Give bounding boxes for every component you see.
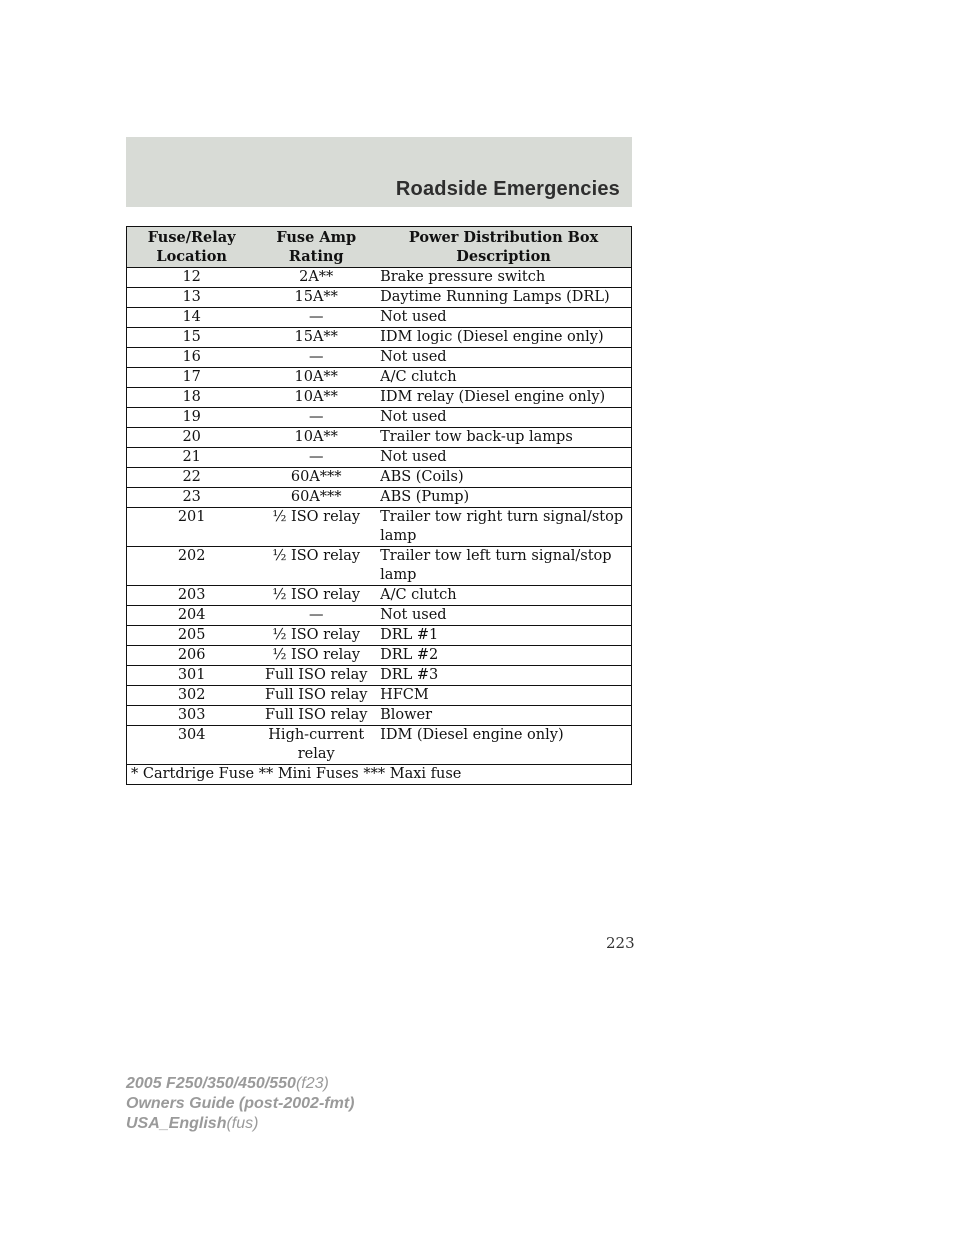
- fuse-location: 14: [127, 308, 257, 328]
- footer-language: USA_English: [126, 1115, 227, 1132]
- fuse-description: ABS (Pump): [376, 488, 631, 508]
- fuse-rating: 10A**: [256, 368, 376, 388]
- table-row: [127, 488, 632, 508]
- fuse-location: 17: [127, 368, 257, 388]
- fuse-rating: High-current relay: [256, 726, 376, 765]
- footer-guide: Owners Guide (post-2002-fmt): [126, 1095, 355, 1112]
- fuse-rating: —: [256, 606, 376, 626]
- footer-line-2: [126, 1094, 354, 1114]
- fuse-description: HFCM: [376, 686, 631, 706]
- fuse-rating: Full ISO relay: [256, 706, 376, 726]
- fuse-location: 23: [127, 488, 257, 508]
- fuse-location: 22: [127, 468, 257, 488]
- table-row: [127, 586, 632, 606]
- fuse-description: DRL #1: [376, 626, 631, 646]
- fuse-rating: 15A**: [256, 328, 376, 348]
- table-row: [127, 288, 632, 308]
- fuse-location: 206: [127, 646, 257, 666]
- fuse-rating: ½ ISO relay: [256, 508, 376, 547]
- fuse-description: Not used: [376, 308, 631, 328]
- fuse-location: 202: [127, 547, 257, 586]
- fuse-rating: ½ ISO relay: [256, 626, 376, 646]
- table-row: [127, 268, 632, 288]
- fuse-description: IDM (Diesel engine only): [376, 726, 631, 765]
- footer-model: 2005 F250/350/450/550: [126, 1075, 296, 1092]
- fuse-rating: —: [256, 448, 376, 468]
- fuse-description: Not used: [376, 448, 631, 468]
- fuse-description: ABS (Coils): [376, 468, 631, 488]
- fuse-location: 18: [127, 388, 257, 408]
- fuse-rating: Full ISO relay: [256, 666, 376, 686]
- table-row: [127, 368, 632, 388]
- section-header-band: [126, 137, 632, 207]
- fuse-rating: 60A***: [256, 468, 376, 488]
- table-row: [127, 388, 632, 408]
- fuse-description: DRL #3: [376, 666, 631, 686]
- fuse-rating: —: [256, 348, 376, 368]
- fuse-description: Not used: [376, 348, 631, 368]
- column-header-description: Power Distribution Box Description: [376, 227, 631, 268]
- fuse-rating: Full ISO relay: [256, 686, 376, 706]
- fuse-rating: 60A***: [256, 488, 376, 508]
- table-row: [127, 626, 632, 646]
- table-row: [127, 428, 632, 448]
- fuse-description: Blower: [376, 706, 631, 726]
- fuse-description: Trailer tow left turn signal/stop lamp: [376, 547, 631, 586]
- table-row: [127, 468, 632, 488]
- fuse-location: 20: [127, 428, 257, 448]
- fuse-location: 19: [127, 408, 257, 428]
- table-row: [127, 547, 632, 586]
- table-row: [127, 508, 632, 547]
- fuse-description: Brake pressure switch: [376, 268, 631, 288]
- table-row: [127, 706, 632, 726]
- fuse-location: 302: [127, 686, 257, 706]
- fuse-description: Not used: [376, 408, 631, 428]
- column-header-rating: Fuse Amp Rating: [256, 227, 376, 268]
- document-footer: [126, 1074, 354, 1134]
- table-row: [127, 328, 632, 348]
- table-row: [127, 726, 632, 765]
- footer-model-code: (f23): [295, 1075, 329, 1092]
- fuse-description: Trailer tow back-up lamps: [376, 428, 631, 448]
- fuse-description: A/C clutch: [376, 586, 631, 606]
- table-row: [127, 646, 632, 666]
- table-row: [127, 408, 632, 428]
- fuse-location: 15: [127, 328, 257, 348]
- table-row: [127, 686, 632, 706]
- table-row: [127, 348, 632, 368]
- fuse-location: 205: [127, 626, 257, 646]
- fuse-location: 21: [127, 448, 257, 468]
- fuse-location: 16: [127, 348, 257, 368]
- fuse-rating: 10A**: [256, 388, 376, 408]
- fuse-description: Daytime Running Lamps (DRL): [376, 288, 631, 308]
- fuse-location: 203: [127, 586, 257, 606]
- fuse-description: Not used: [376, 606, 631, 626]
- fuse-rating: 10A**: [256, 428, 376, 448]
- fuse-rating: —: [256, 408, 376, 428]
- header-row: [127, 227, 632, 268]
- fuse-rating: ½ ISO relay: [256, 586, 376, 606]
- fuse-location: 201: [127, 508, 257, 547]
- footer-line-3: [126, 1114, 354, 1134]
- fuse-description: IDM relay (Diesel engine only): [376, 388, 631, 408]
- table-row: [127, 606, 632, 626]
- fuse-location: 204: [127, 606, 257, 626]
- page-number: 223: [606, 934, 635, 952]
- fuse-description: Trailer tow right turn signal/stop lamp: [376, 508, 631, 547]
- fuse-table-body: [127, 268, 632, 765]
- fuse-location: 301: [127, 666, 257, 686]
- fuse-table: [126, 226, 632, 785]
- section-title: Roadside Emergencies: [395, 178, 620, 200]
- table-row: [127, 448, 632, 468]
- fuse-location: 12: [127, 268, 257, 288]
- fuse-rating: —: [256, 308, 376, 328]
- fuse-description: IDM logic (Diesel engine only): [376, 328, 631, 348]
- table-footnote: * Cartdrige Fuse ** Mini Fuses *** Maxi fuse: [127, 765, 632, 785]
- table-row: [127, 308, 632, 328]
- footnote-row: [127, 765, 632, 785]
- fuse-location: 303: [127, 706, 257, 726]
- fuse-location: 304: [127, 726, 257, 765]
- fuse-rating: ½ ISO relay: [256, 646, 376, 666]
- column-header-location: Fuse/Relay Location: [127, 227, 257, 268]
- fuse-rating: 2A**: [256, 268, 376, 288]
- fuse-rating: ½ ISO relay: [256, 547, 376, 586]
- fuse-table-header: [127, 227, 632, 268]
- footer-line-1: [126, 1074, 354, 1094]
- fuse-location: 13: [127, 288, 257, 308]
- fuse-description: DRL #2: [376, 646, 631, 666]
- fuse-rating: 15A**: [256, 288, 376, 308]
- footer-language-code: (fus): [226, 1115, 259, 1132]
- table-row: [127, 666, 632, 686]
- fuse-description: A/C clutch: [376, 368, 631, 388]
